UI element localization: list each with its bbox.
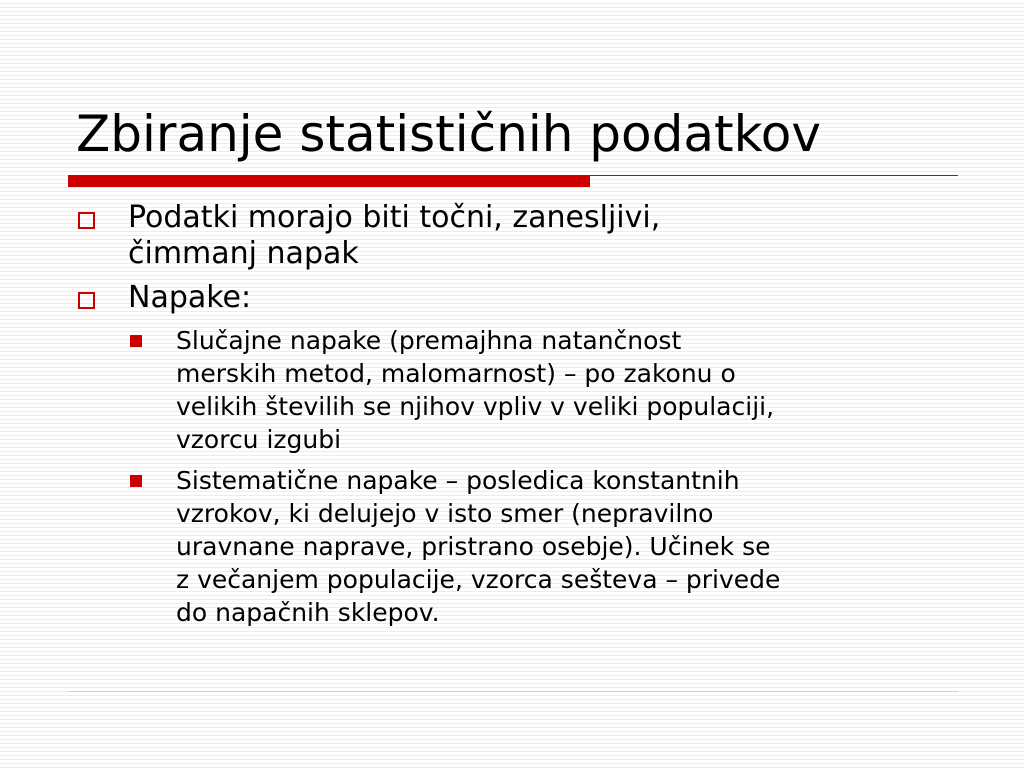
slide-title: Zbiranje statističnih podatkov	[76, 105, 821, 163]
sub-bullet-text-line: vzorcu izgubi	[176, 425, 342, 454]
sub-bullet-text-line: uravnane naprave, pristrano osebje). Učinek se	[176, 532, 771, 561]
sub-bullet-text-line: Slučajne napake (premajhna natančnost	[176, 326, 682, 355]
hollow-square-bullet-icon	[78, 212, 95, 229]
bullet-text-line: Podatki morajo biti točni, zanesljivi,	[128, 200, 661, 235]
bullet-text-line: čimmanj napak	[128, 236, 359, 271]
sub-bullet-random-errors	[176, 324, 956, 456]
bullet-text-line: Napake:	[128, 280, 252, 315]
bullet-item-errors	[76, 280, 956, 316]
sub-bullet-text-line: Sistematične napake – posledica konstantnih	[176, 466, 740, 495]
slide-body	[76, 200, 956, 637]
sub-bullet-text-line: do napačnih sklepov.	[176, 598, 440, 627]
hollow-square-bullet-icon	[78, 292, 95, 309]
sub-bullet-text-line: z večanjem populacije, vzorca sešteva – privede	[176, 565, 781, 594]
footer-divider-line	[68, 691, 958, 692]
sub-bullet-text-line: vzrokov, ki delujejo v isto smer (nepravilno	[176, 499, 714, 528]
filled-square-bullet-icon	[130, 475, 142, 487]
bullet-item-data-accuracy	[76, 200, 956, 272]
sub-bullet-text-line: merskih metod, malomarnost) – po zakonu o	[176, 359, 736, 388]
title-underline-thin-line	[590, 175, 958, 176]
sub-bullet-systematic-errors	[176, 464, 956, 629]
filled-square-bullet-icon	[130, 335, 142, 347]
title-underline-bar	[68, 175, 590, 187]
sub-bullet-text-line: velikih številih se njihov vpliv v veliki populaciji,	[176, 392, 775, 421]
